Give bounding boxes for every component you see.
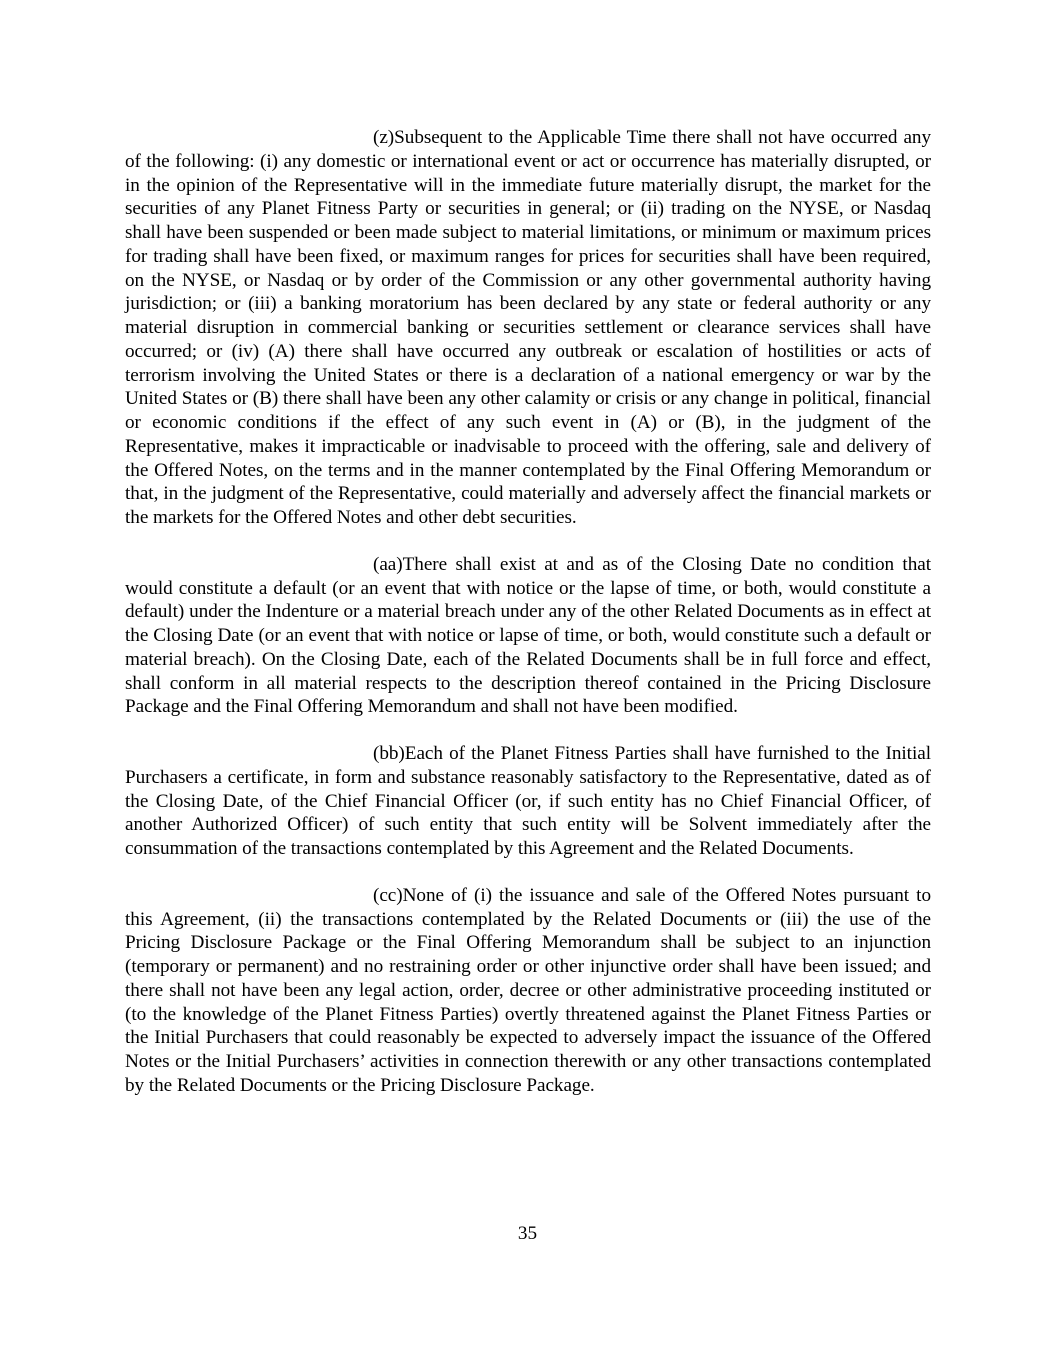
page-number: 35 xyxy=(517,1223,538,1244)
paragraph-text: Each of the Planet Fitness Parties shall have furnished to the Initial Purchasers a certificate, in form and substance reasonably satisfactory to the Representative, dated as of the Closing Date, of the Chief Financial Officer (or, if such entity has no Chief Financial Officer, of another Authorized Officer) of such entity that such entity will be Solvent immediately after the consummation of the transactions contemplated by this Agreement and the Related Documents. xyxy=(125,743,931,859)
paragraph-label: (z) xyxy=(373,127,395,148)
paragraph-bb xyxy=(125,742,931,861)
paragraph-aa xyxy=(125,553,931,719)
paragraph-label: (bb) xyxy=(373,743,405,764)
paragraph-label: (aa) xyxy=(373,553,403,575)
paragraph-text: There shall exist at and as of the Closing Date no condition that would constitute a default (or an event that with notice or the lapse of time, or both, would constitute a default) under the Indenture or a material breach under any of the other Related Documents as in effect at the Closing Date (or an event that with notice or lapse of time, or both, would constitute such a default or material breach). On the Closing Date, each of the Related Documents shall be in full force and effect, shall conform in all material respects to the description thereof contained in the Pricing Disclosure Package and the Final Offering Memorandum and shall not have been modified. xyxy=(125,553,931,718)
paragraph-text: None of (i) the issuance and sale of the Offered Notes pursuant to this Agreement, (ii) the transactions contemplated by the Related Documents or (iii) the use of the Pricing Disclosure Package or the Final Offering Memorandum shall be subject to an injunction (temporary or permanent) and no restraining order or other injunctive order shall have been issued; and there shall not have been any legal action, order, decree or other administrative proceeding instituted or (to the knowledge of the Planet Fitness Parties) overtly threatened against the Planet Fitness Parties or the Initial Purchasers that could reasonably be expected to adversely impact the issuance of the Offered Notes or the Initial Purchasers’ activities in connection therewith or any other transactions contemplated by the Related Documents or the Pricing Disclosure Package. xyxy=(125,884,931,1096)
paragraph-text: Subsequent to the Applicable Time there shall not have occurred any of the following: (i) any domestic or international event or act or occurrence has materially disrupted, or in the opinion of the Representative will in the immediate future materially disrupt, the market for the securities of any Planet Fitness Party or securities in general; or (ii) trading on the NYSE, or Nasdaq shall have been suspended or been made subject to material limitations, or minimum or maximum prices for trading shall have been fixed, or maximum ranges for prices for securities shall have been required, on the NYSE, or Nasdaq or by order of the Commission or any other governmental authority having jurisdiction; or (iii) a banking moratorium has been declared by any state or federal authority or any material disruption in commercial banking or securities settlement or clearance services shall have occurred; or (iv) (A) there shall have occurred any outbreak or escalation of hostilities or acts of terrorism involving the United States or there is a declaration of a national emergency or war by the United States or (B) there shall have been any other calamity or crisis or any change in political, financial or economic conditions if the effect of any such event in (A) or (B), in the judgment of the Representative, makes it impracticable or inadvisable to proceed with the offering, sale and delivery of the Offered Notes, on the terms and in the manner contemplated by the Final Offering Memorandum or that, in the judgment of the Representative, could materially and adversely affect the financial markets or the markets for the Offered Notes and other debt securities. xyxy=(125,127,931,528)
paragraph-z xyxy=(125,126,931,530)
paragraph-cc xyxy=(125,884,931,1098)
paragraph-label: (cc) xyxy=(373,884,403,906)
document-body xyxy=(125,126,931,1121)
